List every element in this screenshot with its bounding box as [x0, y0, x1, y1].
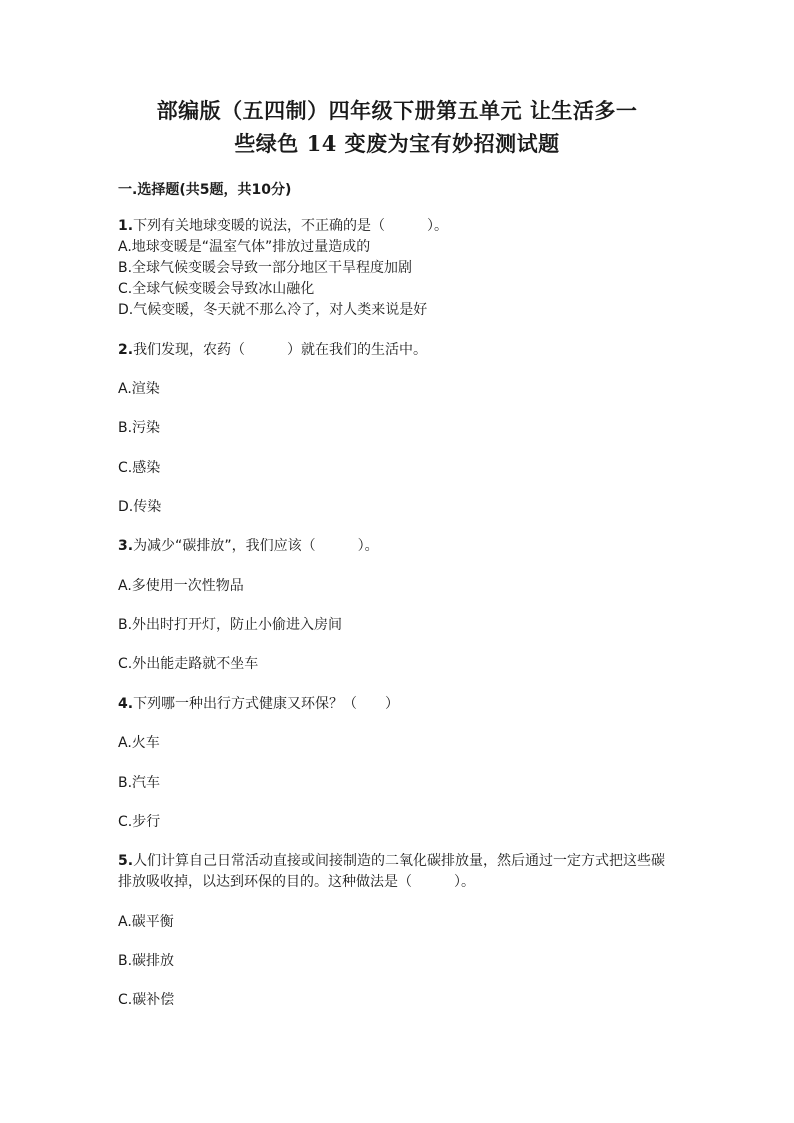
question-4: [118, 694, 678, 715]
question-number: 3.: [118, 538, 134, 554]
question-text: 我们发现，农药（ ）就在我们的生活中。: [133, 342, 428, 358]
question-1: [118, 216, 678, 237]
question-5-option-c: C.碳补偿: [118, 992, 175, 1008]
question-4-option-c: C.步行: [118, 814, 161, 830]
question-3-option-c: C.外出能走路就不坐车: [118, 656, 259, 672]
question-number: 5.: [118, 853, 134, 869]
question-5-option-b: B.碳排放: [118, 953, 175, 969]
page-title-line-2: 些绿色 14 变废为宝有妙招测试题: [234, 131, 560, 156]
question-4-option-a: A.火车: [118, 735, 160, 751]
page-title-line-1: 部编版（五四制）四年级下册第五单元 让生活多一: [156, 98, 638, 123]
question-text: 人们计算自己日常活动直接或间接制造的二氧化碳排放量，然后通过一定方式把这些碳排放吸收掉，以达到环保的目的。这种做法是（ ）。: [118, 853, 666, 890]
question-5: [118, 851, 678, 893]
question-2-option-d: D.传染: [118, 499, 162, 515]
question-2-option-c: C.感染: [118, 460, 161, 476]
question-text: 下列哪一种出行方式健康又环保？（ ）: [133, 696, 400, 712]
question-text: 下列有关地球变暖的说法，不正确的是（ ）。: [133, 218, 449, 234]
question-1-option-d: D.气候变暖，冬天就不那么冷了，对人类来说是好: [118, 302, 428, 318]
question-5-option-a: A.碳平衡: [118, 914, 174, 930]
question-1-option-b: B.全球气候变暖会导致一部分地区干旱程度加剧: [118, 260, 413, 276]
question-4-option-b: B.汽车: [118, 775, 161, 791]
question-3: [118, 536, 678, 557]
question-text: 为减少“碳排放”，我们应该（ ）。: [133, 538, 379, 554]
section-heading: 一.选择题(共5题，共10分): [118, 182, 292, 198]
question-1-option-c: C.全球气候变暖会导致冰山融化: [118, 281, 315, 297]
question-3-option-b: B.外出时打开灯，防止小偷进入房间: [118, 617, 343, 633]
question-3-option-a: A.多使用一次性物品: [118, 578, 244, 594]
question-1-option-a: A.地球变暖是“温室气体”排放过量造成的: [118, 239, 371, 255]
question-2: [118, 340, 678, 361]
question-number: 1.: [118, 218, 134, 234]
question-number: 2.: [118, 342, 134, 358]
question-number: 4.: [118, 696, 134, 712]
question-2-option-a: A.渲染: [118, 381, 160, 397]
question-2-option-b: B.污染: [118, 420, 161, 436]
